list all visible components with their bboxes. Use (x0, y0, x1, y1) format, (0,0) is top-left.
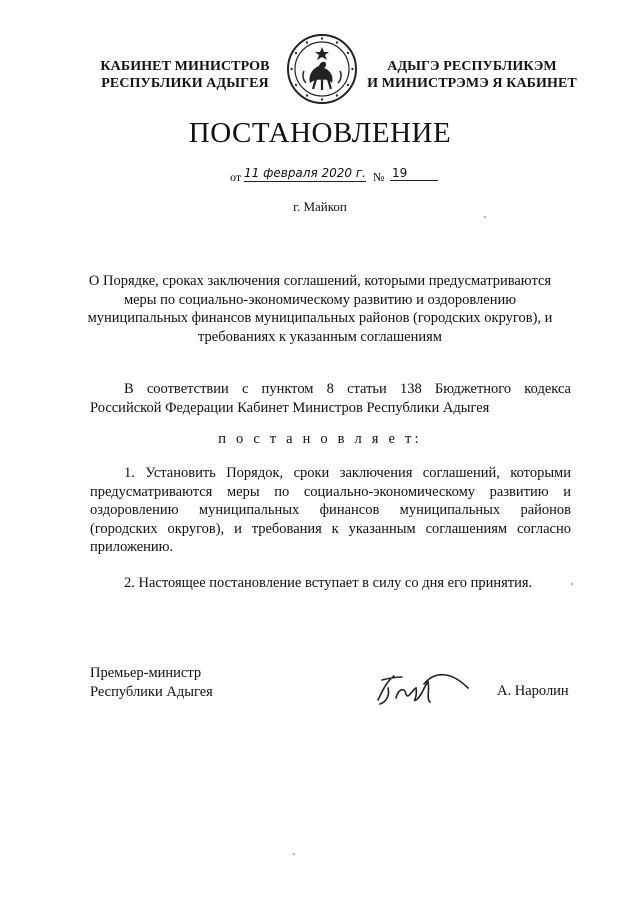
header-right-line2: И МИНИСТРЭМЭ Я КАБИНЕТ (367, 76, 577, 91)
signatory-name: А. Наролин (497, 683, 569, 699)
header-right (366, 58, 578, 92)
scan-speck (293, 853, 295, 855)
date-prefix: от (230, 170, 242, 184)
preamble-line1: В соответствии с пунктом 8 статьи 138 Бюджетного кодекса (124, 381, 571, 397)
item-1: 1. Установить Порядок, сроки заключения соглашений, которыми предусматриваются меры по социально-экономическому развитию и оздоровлению муниципальных финансов муниципальных районов (городских округов), и требования к указанным соглашениям согласно приложению. (90, 465, 571, 555)
header-left-line1: КАБИНЕТ МИНИСТРОВ (100, 59, 270, 74)
header-right-line1: АДЫГЭ РЕСПУБЛИКЭМ (387, 59, 557, 74)
adygea-coat-of-arms-icon (286, 33, 358, 105)
subject-line: требованиях к указанным соглашениям (198, 328, 442, 345)
document-title: ПОСТАНОВЛЕНИЕ (188, 117, 452, 149)
date-number-line (230, 166, 450, 188)
scan-speck (571, 583, 573, 585)
number-prefix: № (373, 170, 385, 184)
header-left-line2: РЕСПУБЛИКИ АДЫГЕЯ (101, 76, 269, 91)
preamble (90, 380, 571, 417)
scan-speck (484, 216, 486, 218)
preamble-line2: Российской Федерации Кабинет Министров Республики Адыгея (90, 399, 490, 416)
position-line2: Республики Адыгея (90, 683, 213, 700)
city: г. Майкоп (293, 199, 347, 214)
document-number: 19 (390, 166, 438, 181)
subject-line: О Порядке, сроках заключения соглашений, которыми предусматриваются (88, 273, 552, 289)
position-line1: Премьер-министр (90, 665, 202, 681)
resolves-word: п о с т а н о в л я е т: (218, 431, 422, 447)
subject-line: меры по социально-экономическому развитию и оздоровлению (123, 291, 517, 308)
subject-heading (80, 272, 560, 346)
subject-line: муниципальных финансов муниципальных районов (городских округов), и (87, 310, 553, 326)
header-left (96, 58, 274, 92)
item-2: 2. Настоящее постановление вступает в силу со дня его принятия. (124, 575, 533, 591)
signatory-position (90, 664, 213, 701)
handwritten-signature-icon (372, 668, 472, 708)
date-value: 11 февраля 2020 г. (244, 166, 366, 180)
